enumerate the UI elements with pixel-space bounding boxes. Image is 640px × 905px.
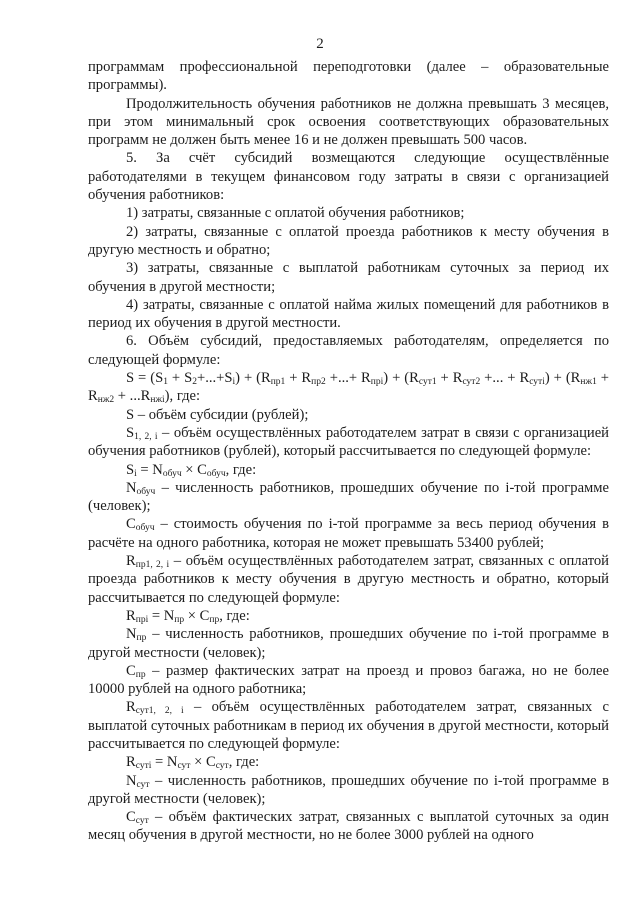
document-body — [88, 58, 609, 845]
paragraph: программам профессиональной переподготовки (далее – образовательные программы). — [88, 59, 609, 94]
paragraph: $N_{обуч}$ – численность работников, прошедших обучение по i-той программе (человек); — [88, 479, 609, 515]
paragraph: $N_{сут}$ – численность работников, прошедших обучение по i-той программе в другой местности (человек); — [88, 772, 609, 807]
paragraph: $S = (S_1 + S_2+...+S_i) + (R_{пр1} + R_{пр2}$ +...+ $R_{прi}) + (R_{сут1} + R_{сут2}$ +... + $R_{сутi}) + (R_{нж1} + R_{нж2} + ...R_{нжi})$, где: — [88, 370, 610, 406]
paragraph: $C_{обуч}$ – стоимость обучения по i-той программе за весь период обучения в расчёте на одного работника, которая не может превышать 53400 рублей; — [88, 516, 609, 551]
paragraph: $N_{пр}$ – численность работников, прошедших обучение по i-той программе в другой местности (человек); — [88, 626, 609, 661]
paragraph: 6. Объём субсидий, предоставляемых работодателям, определяется по следующей формуле: — [88, 333, 609, 368]
paragraph: $S_{1, 2, i}$ – объём осуществлённых работодателем затрат в связи с организацией обучения работников (рублей), который рассчитывается по следующей формуле: — [88, 424, 609, 460]
paragraph: 2) затраты, связанные с оплатой проезда работников к месту обучения в другую местность и обратно; — [88, 223, 609, 258]
paragraph: S – объём субсидии (рублей); — [126, 406, 309, 423]
paragraph: $R_{пр1, 2, i}$ – объём осуществлённых работодателем затрат, связанных с оплатой проезда работников к месту обучения в другую местность и обратно, который рассчитывается по следующей формуле: — [88, 553, 609, 606]
paragraph: $C_{сут}$ – объём фактических затрат, связанных с выплатой суточных за один месяц обучения в другой местности, но не более 3000 рублей на одного — [88, 809, 609, 844]
paragraph: 3) затраты, связанные с выплатой работникам суточных за период их обучения в другой местности; — [88, 260, 609, 295]
paragraph: $R_{сут1, 2, i}$ – объём осуществлённых работодателем затрат, связанных с выплатой суточных работникам в период их обучения в другой местности, который рассчитывается по следующей формуле: — [88, 699, 609, 752]
paragraph: 1) затраты, связанные с оплатой обучения работников; — [126, 205, 465, 222]
paragraph: 4) затраты, связанные с оплатой найма жилых помещений для работников в период их обучения в другой местности. — [88, 296, 609, 332]
paragraph: $S_i = N_{обуч} \times C_{обуч}$, где: — [126, 461, 257, 479]
page-number: 2 — [316, 36, 324, 52]
paragraph: $C_{пр}$ – размер фактических затрат на проезд и провоз багажа, но не более 10000 рублей на одного работника; — [88, 662, 609, 698]
paragraph: $R_{прi} = N_{пр} \times C_{пр}$, где: — [126, 607, 250, 625]
paragraph: 5. За счёт субсидий возмещаются следующие осуществлённые работодателями в текущем финансовом году затраты в связи с организацией обучения работников: — [88, 150, 609, 204]
paragraph: $R_{сутi} = N_{сут} \times C_{сут}$, где: — [126, 754, 260, 772]
paragraph: Продолжительность обучения работников не должна превышать 3 месяцев, при этом минимальный срок освоения соответствующих образовательных программ не должен быть менее 16 и не должен превышать 500 часов. — [88, 95, 609, 149]
